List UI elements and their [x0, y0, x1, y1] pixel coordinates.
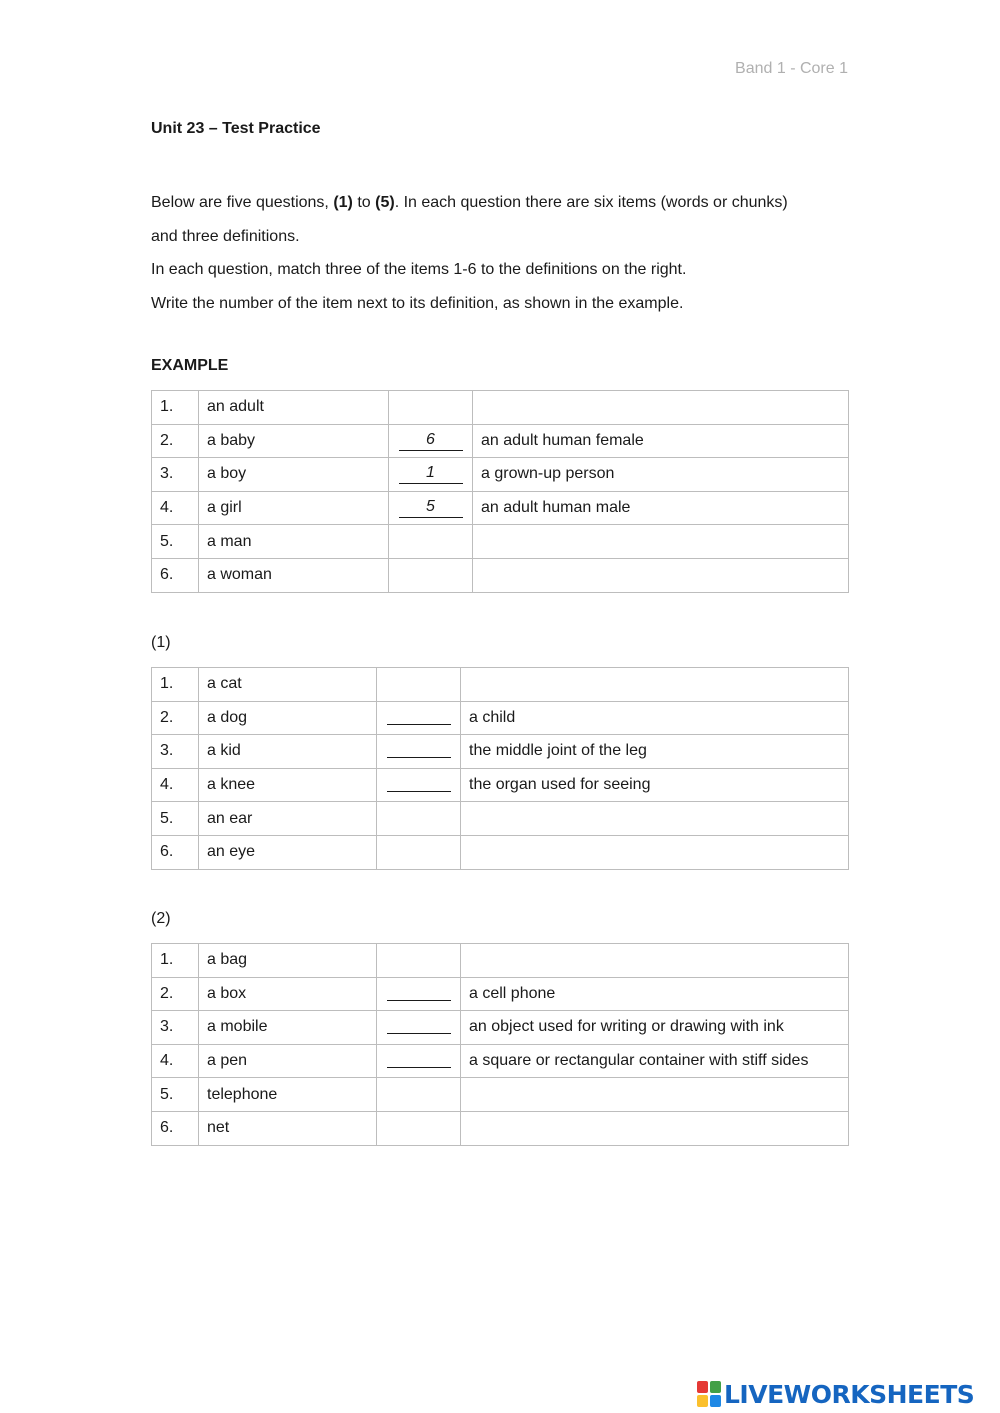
item-word: an adult — [199, 391, 389, 425]
question-1-label: (1) — [151, 634, 171, 651]
answer-cell — [377, 1111, 461, 1145]
instructions-bold: (5) — [375, 194, 395, 211]
table-row — [152, 835, 849, 869]
definition — [461, 1078, 849, 1112]
question-2-table — [151, 943, 849, 1146]
logo-mark-cell — [697, 1381, 708, 1393]
answer-cell — [389, 424, 473, 458]
item-number: 2. — [152, 701, 199, 735]
item-number: 6. — [152, 835, 199, 869]
table-row — [152, 944, 849, 978]
table-row — [152, 735, 849, 769]
instructions-text: . In each question there are six items (words or chunks) — [394, 194, 788, 211]
item-number: 3. — [152, 458, 199, 492]
answer-cell — [377, 1011, 461, 1045]
logo-mark-cell — [710, 1381, 721, 1393]
example-answer: 6 — [399, 432, 463, 451]
instructions-line-2: and three definitions. — [151, 227, 300, 245]
item-number: 3. — [152, 1011, 199, 1045]
answer-cell — [377, 1078, 461, 1112]
answer-blank[interactable] — [387, 773, 451, 792]
definition: an adult human female — [473, 424, 849, 458]
table-row — [152, 1078, 849, 1112]
item-word: a pen — [199, 1044, 377, 1078]
table-row — [152, 558, 849, 592]
table-row — [152, 525, 849, 559]
example-answer: 5 — [399, 499, 463, 518]
definition — [473, 391, 849, 425]
answer-cell — [377, 735, 461, 769]
logo-mark-cell — [697, 1395, 708, 1407]
item-word: a girl — [199, 491, 389, 525]
definition: the organ used for seeing — [461, 768, 849, 802]
item-word: telephone — [199, 1078, 377, 1112]
definition — [461, 1111, 849, 1145]
page-title: Unit 23 – Test Practice — [151, 120, 321, 137]
table-row — [152, 977, 849, 1011]
answer-cell — [377, 1044, 461, 1078]
item-number: 5. — [152, 525, 199, 559]
table-row — [152, 1044, 849, 1078]
answer-cell — [389, 558, 473, 592]
definition: the middle joint of the leg — [461, 735, 849, 769]
answer-cell — [377, 668, 461, 702]
answer-blank[interactable] — [387, 706, 451, 725]
definition: a square or rectangular container with stiff sides — [461, 1044, 849, 1078]
table-row — [152, 1011, 849, 1045]
answer-cell — [377, 768, 461, 802]
definition — [461, 835, 849, 869]
definition — [473, 525, 849, 559]
item-word: an eye — [199, 835, 377, 869]
example-table — [151, 390, 849, 593]
instructions — [151, 186, 851, 321]
question-1-table — [151, 667, 849, 870]
definition: an adult human male — [473, 491, 849, 525]
item-word: a dog — [199, 701, 377, 735]
logo-mark-cell — [710, 1395, 721, 1407]
definition — [473, 558, 849, 592]
table-row — [152, 424, 849, 458]
definition: a child — [461, 701, 849, 735]
item-number: 1. — [152, 944, 199, 978]
item-number: 6. — [152, 1111, 199, 1145]
instructions-text: Below are five questions, — [151, 194, 334, 211]
question-2-label: (2) — [151, 910, 171, 927]
definition — [461, 944, 849, 978]
instructions-line-4: Write the number of the item next to its definition, as shown in the example. — [151, 295, 684, 313]
answer-cell — [389, 391, 473, 425]
logo-mark-icon — [697, 1381, 721, 1407]
item-number: 1. — [152, 668, 199, 702]
item-number: 4. — [152, 491, 199, 525]
item-word: a box — [199, 977, 377, 1011]
item-number: 5. — [152, 1078, 199, 1112]
item-number: 2. — [152, 424, 199, 458]
item-number: 6. — [152, 558, 199, 592]
item-word: an ear — [199, 802, 377, 836]
answer-cell — [377, 701, 461, 735]
definition: a grown-up person — [473, 458, 849, 492]
header-band-label: Band 1 - Core 1 — [735, 60, 848, 77]
table-row — [152, 1111, 849, 1145]
definition: a cell phone — [461, 977, 849, 1011]
item-number: 2. — [152, 977, 199, 1011]
answer-blank[interactable] — [387, 739, 451, 758]
answer-cell — [389, 458, 473, 492]
definition: an object used for writing or drawing with ink — [461, 1011, 849, 1045]
table-row — [152, 491, 849, 525]
item-word: a kid — [199, 735, 377, 769]
item-word: a knee — [199, 768, 377, 802]
item-number: 5. — [152, 802, 199, 836]
item-number: 4. — [152, 1044, 199, 1078]
answer-blank[interactable] — [387, 1015, 451, 1034]
item-word: net — [199, 1111, 377, 1145]
instructions-line-3: In each question, match three of the items 1-6 to the definitions on the right. — [151, 261, 687, 279]
table-row — [152, 458, 849, 492]
instructions-text: to — [352, 194, 376, 211]
example-label: EXAMPLE — [151, 357, 229, 374]
answer-cell — [377, 835, 461, 869]
table-row — [152, 701, 849, 735]
table-row — [152, 668, 849, 702]
logo-text: LIVEWORKSHEETS — [724, 1379, 975, 1409]
item-word: a mobile — [199, 1011, 377, 1045]
item-word: a bag — [199, 944, 377, 978]
table-row — [152, 768, 849, 802]
instructions-bold: (1) — [333, 194, 353, 211]
item-word: a boy — [199, 458, 389, 492]
example-answer: 1 — [399, 465, 463, 484]
item-word: a man — [199, 525, 389, 559]
answer-cell — [377, 802, 461, 836]
answer-cell — [377, 977, 461, 1011]
item-number: 1. — [152, 391, 199, 425]
definition — [461, 668, 849, 702]
definition — [461, 802, 849, 836]
item-word: a cat — [199, 668, 377, 702]
table-row — [152, 802, 849, 836]
item-word: a baby — [199, 424, 389, 458]
item-number: 4. — [152, 768, 199, 802]
answer-cell — [377, 944, 461, 978]
liveworksheets-logo — [697, 1378, 974, 1410]
table-row — [152, 391, 849, 425]
item-word: a woman — [199, 558, 389, 592]
answer-cell — [389, 525, 473, 559]
item-number: 3. — [152, 735, 199, 769]
answer-cell — [389, 491, 473, 525]
instructions-line-1 — [151, 186, 851, 220]
answer-blank[interactable] — [387, 982, 451, 1001]
answer-blank[interactable] — [387, 1049, 451, 1068]
